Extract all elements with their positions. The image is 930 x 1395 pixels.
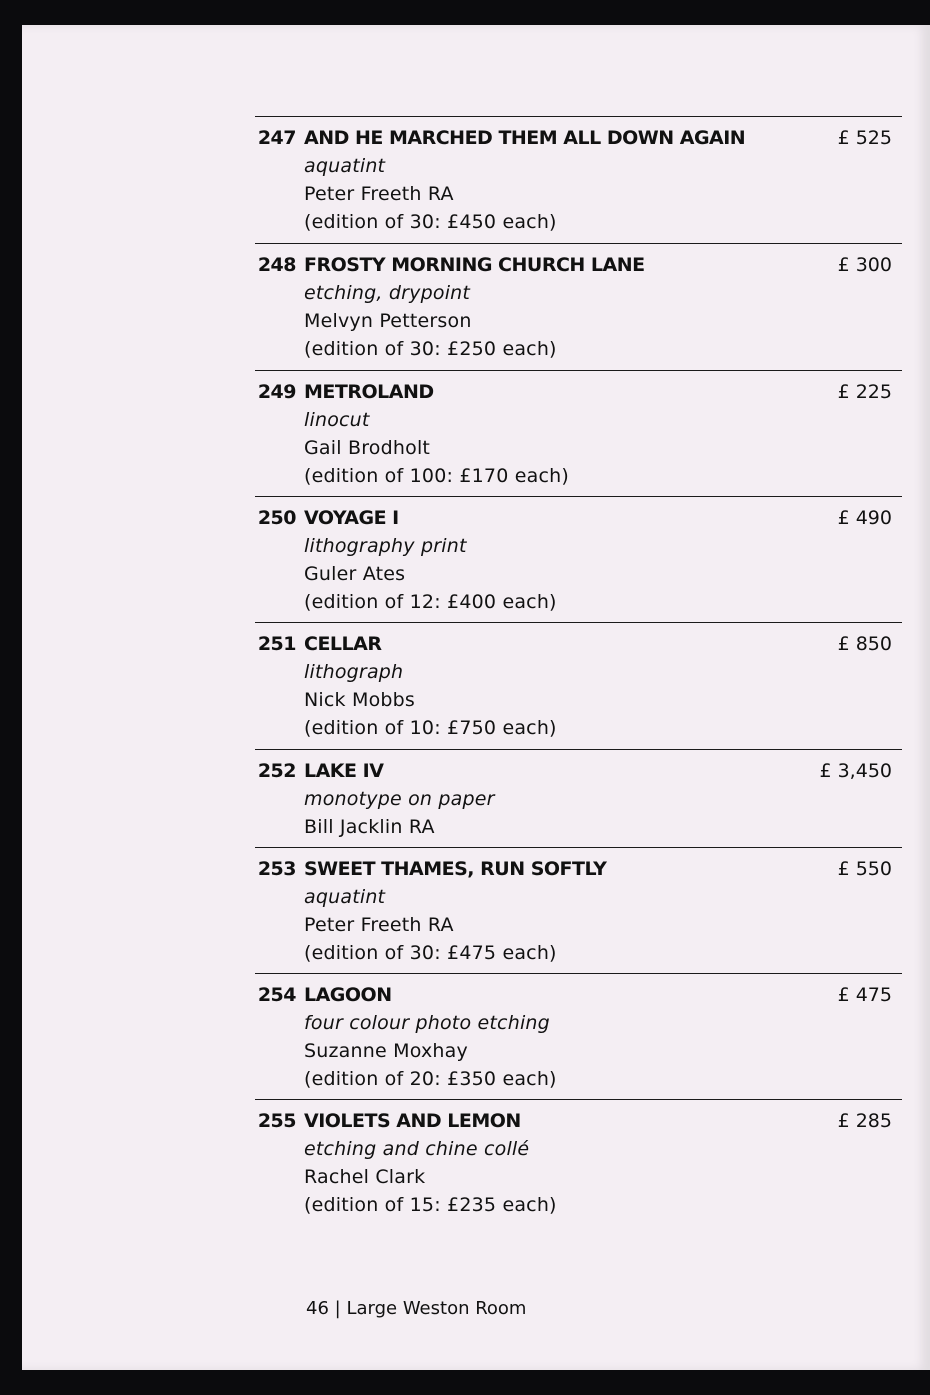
entry-price: £ 490 <box>837 507 892 529</box>
entry-title: FROSTY MORNING CHURCH LANE <box>304 254 645 276</box>
entry-edition: (edition of 10: £750 each) <box>304 717 557 739</box>
page-number: 46 <box>306 1298 329 1319</box>
entry-medium: lithograph <box>304 661 404 683</box>
entry-price: £ 3,450 <box>819 760 892 782</box>
catalogue-entry <box>255 973 902 1090</box>
entry-title: SWEET THAMES, RUN SOFTLY <box>304 858 607 880</box>
entry-artist: Guler Ates <box>304 563 406 585</box>
catalogue-entry <box>255 847 902 964</box>
entry-price: £ 225 <box>837 381 892 403</box>
entry-title: METROLAND <box>304 381 434 403</box>
entry-price: £ 550 <box>837 858 892 880</box>
entry-medium: etching and chine collé <box>304 1138 530 1160</box>
entry-price: £ 300 <box>837 254 892 276</box>
entry-medium: aquatint <box>304 886 386 908</box>
entry-edition: (edition of 15: £235 each) <box>304 1194 557 1216</box>
entry-price: £ 285 <box>837 1110 892 1132</box>
entry-edition: (edition of 12: £400 each) <box>304 591 557 613</box>
entry-title: LAKE IV <box>304 760 384 782</box>
entry-edition: (edition of 30: £250 each) <box>304 338 557 360</box>
entry-artist: Peter Freeth RA <box>304 183 454 205</box>
entry-medium: monotype on paper <box>304 788 495 810</box>
entry-edition: (edition of 30: £450 each) <box>304 211 557 233</box>
entry-number: 251 <box>257 633 296 655</box>
entry-number: 250 <box>257 507 296 529</box>
entry-edition: (edition of 100: £170 each) <box>304 465 569 487</box>
entry-medium: lithography print <box>304 535 467 557</box>
catalogue-entry <box>255 1099 902 1216</box>
entry-artist: Melvyn Petterson <box>304 310 472 332</box>
catalogue-entry <box>255 496 902 613</box>
catalogue-entry <box>255 749 902 838</box>
footer-separator: | <box>334 1298 341 1319</box>
entry-medium: four colour photo etching <box>304 1012 550 1034</box>
entry-title: VIOLETS AND LEMON <box>304 1110 521 1132</box>
page-footer <box>306 1298 526 1319</box>
entry-title: VOYAGE I <box>304 507 399 529</box>
catalogue-entry <box>255 116 902 233</box>
entry-price: £ 475 <box>837 984 892 1006</box>
entry-number: 253 <box>257 858 296 880</box>
entry-number: 252 <box>257 760 296 782</box>
entry-price: £ 525 <box>837 127 892 149</box>
catalogue-entry <box>255 370 902 487</box>
entry-title: AND HE MARCHED THEM ALL DOWN AGAIN <box>304 127 746 149</box>
entry-number: 249 <box>257 381 296 403</box>
entry-artist: Bill Jacklin RA <box>304 816 435 838</box>
entry-medium: etching, drypoint <box>304 282 471 304</box>
entry-number: 248 <box>257 254 296 276</box>
entry-price: £ 850 <box>837 633 892 655</box>
catalogue-entry <box>255 622 902 739</box>
entry-number: 254 <box>257 984 296 1006</box>
entry-number: 255 <box>257 1110 296 1132</box>
entry-medium: linocut <box>304 409 370 431</box>
entry-artist: Gail Brodholt <box>304 437 431 459</box>
entry-title: LAGOON <box>304 984 392 1006</box>
entry-artist: Nick Mobbs <box>304 689 416 711</box>
entry-edition: (edition of 20: £350 each) <box>304 1068 557 1090</box>
entry-artist: Peter Freeth RA <box>304 914 454 936</box>
entry-artist: Suzanne Moxhay <box>304 1040 468 1062</box>
entry-number: 247 <box>257 127 296 149</box>
entry-title: CELLAR <box>304 633 382 655</box>
entry-medium: aquatint <box>304 155 386 177</box>
catalogue-entry <box>255 243 902 360</box>
entry-edition: (edition of 30: £475 each) <box>304 942 557 964</box>
room-name: Large Weston Room <box>346 1298 527 1319</box>
entry-artist: Rachel Clark <box>304 1166 426 1188</box>
